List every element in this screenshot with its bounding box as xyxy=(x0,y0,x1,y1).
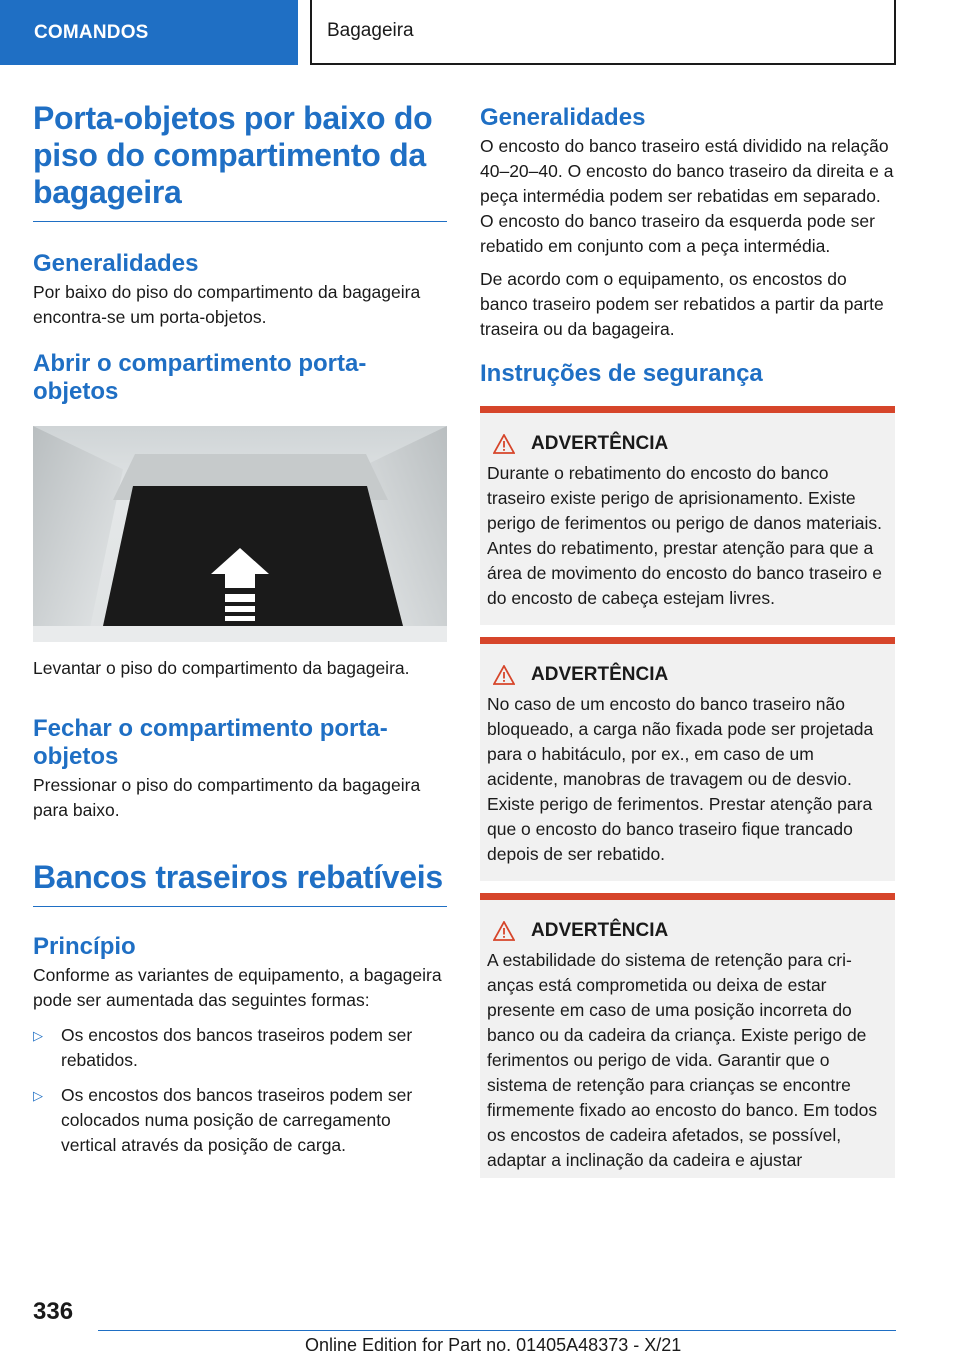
trunk-floor-illustration xyxy=(33,426,447,642)
warning-triangle-icon xyxy=(493,921,515,941)
warning-title: ADVERTÊNCIA xyxy=(531,920,669,941)
chapter-title: Bagageira xyxy=(310,0,896,65)
seats-general-heading: Generalidades xyxy=(480,104,646,131)
warning-box xyxy=(480,406,895,625)
open-storage-heading: Abrir o compartimento porta-objetos xyxy=(33,350,367,405)
warning-text: Durante o rebatimento do encosto do banco traseiro existe perigo de aprisionamento. Existe perigo de ferimentos ou perigo de danos materiais. Antes do rebatimento, prestar atenção para que a área de movimento do encosto do banco traseiro e do encosto de cabeça estejam livres. xyxy=(487,463,882,608)
seats-general-text-1: O encosto do banco traseiro está dividido na relação 40–20–40. O encosto do banco traseiro da direita e a peça intermédia podem ser rebatidas em separado. O encosto do banco traseiro da esquerda pode ser rebatido em conjunto com a peça intermédia. xyxy=(480,136,894,256)
warning-title: ADVERTÊNCIA xyxy=(531,664,669,685)
triangle-bullet-icon: ▷ xyxy=(33,1088,43,1103)
storage-general-heading: Generalidades xyxy=(33,250,199,277)
footer-divider xyxy=(98,1330,896,1331)
warning-text: No caso de um encosto do banco traseiro não bloqueado, a carga não fixada pode ser projetada para o habitáculo, por ex., em caso de um acidente, manobras de travagem ou de desvio. Existe perigo de ferimentos. Prestar atenção para que o encosto do banco traseiro fique trancado depois de ser rebatido. xyxy=(487,694,874,864)
warning-box xyxy=(480,637,895,881)
section-tab: COMANDOS xyxy=(0,0,298,65)
close-storage-heading: Fechar o compartimento porta-objetos xyxy=(33,715,388,770)
principle-heading: Princípio xyxy=(33,933,136,960)
warning-title: ADVERTÊNCIA xyxy=(531,433,669,454)
warning-text: A estabilidade do sistema de retenção para crianças está comprometida ou deixa de estar presente em caso de uma posição incorreta do banco ou da cadeira da criança. Existe perigo de ferimentos ou perigo de vida. Garantir que o sistema de retenção para crianças se encontre firmemente fixado ao encosto do banco. Em todos os encostos de cadeira afetados, se possível, adaptar a inclinação da cadeira e ajustar xyxy=(487,950,878,1170)
storage-title: Porta-objetos por baixo do piso do compartimento da bagageira xyxy=(33,100,447,222)
left-column xyxy=(33,100,447,1158)
close-storage-text: Pressionar o piso do compartimento da bagageira para baixo. xyxy=(33,775,421,820)
warning-triangle-icon xyxy=(493,665,515,685)
footer-edition: Online Edition for Part no. 01405A48373 - X/21 xyxy=(305,1335,682,1355)
seats-general-text-2: De acordo com o equipamento, os encostos do banco traseiro podem ser rebatidos a partir da parte traseira ou da bagageira. xyxy=(480,269,884,339)
principle-text: Conforme as variantes de equipamento, a bagageira pode ser aumentada das seguintes formas: xyxy=(33,965,442,1010)
list-item: ▷ Os encostos dos bancos traseiros podem ser colocados numa posição de carregamento vertical através da posição de carga. xyxy=(33,1083,447,1158)
storage-general-text: Por baixo do piso do compartimento da bagageira encontra-se um porta-objetos. xyxy=(33,282,421,327)
page-number: 336 xyxy=(33,1298,74,1325)
folding-seats-title: Bancos traseiros rebatíveis xyxy=(33,859,447,907)
warning-box xyxy=(480,893,895,1178)
warning-triangle-icon xyxy=(493,434,515,454)
right-column xyxy=(480,100,895,1178)
figure-caption: Levantar o piso do compartimento da bagageira. xyxy=(33,658,410,678)
list-item: ▷ Os encostos dos bancos traseiros podem ser rebatidos. xyxy=(33,1023,447,1073)
arrow-up-icon xyxy=(211,548,269,623)
triangle-bullet-icon: ▷ xyxy=(33,1028,43,1043)
safety-heading: Instruções de segurança xyxy=(480,360,763,387)
